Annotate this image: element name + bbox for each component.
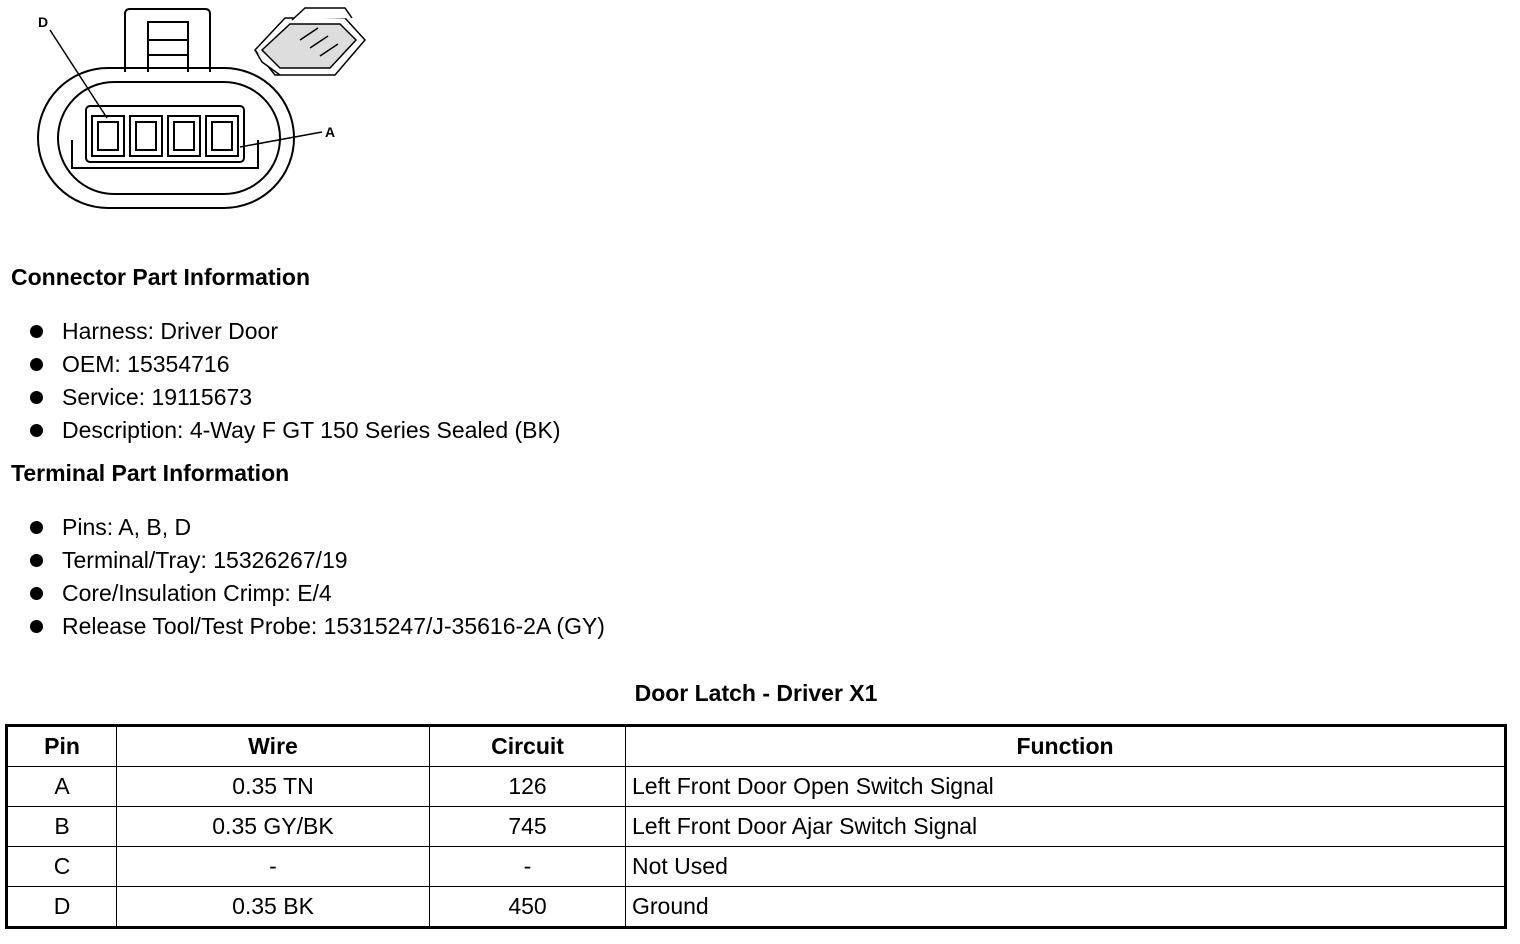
table-title: Door Latch - Driver X1 [634, 680, 878, 706]
cell-pin: B [7, 807, 117, 847]
bullet-icon [30, 325, 43, 338]
bullet-icon [30, 587, 43, 600]
list-item: Harness: Driver Door [28, 315, 561, 348]
bullet-icon [30, 358, 43, 371]
cell-pin: A [7, 767, 117, 807]
list-item: Pins: A, B, D [28, 511, 605, 544]
header-wire: Wire [117, 726, 430, 767]
header-circuit: Circuit [430, 726, 626, 767]
bullet-icon [30, 521, 43, 534]
cell-circuit: 450 [430, 887, 626, 928]
cell-wire: 0.35 BK [117, 887, 430, 928]
connector-body-outer [38, 68, 294, 208]
list-item: Core/Insulation Crimp: E/4 [28, 577, 605, 610]
header-pin: Pin [7, 726, 117, 767]
table-header-row [7, 726, 1506, 767]
cell-function: Left Front Door Open Switch Signal [626, 767, 1506, 807]
bullet-icon [30, 424, 43, 437]
cell-circuit: 745 [430, 807, 626, 847]
cell-wire: 0.35 GY/BK [117, 807, 430, 847]
list-item: Description: 4-Way F GT 150 Series Sealed (BK) [28, 414, 561, 447]
cell-circuit: 126 [430, 767, 626, 807]
cell-function: Not Used [626, 847, 1506, 887]
pinout-table [5, 724, 1507, 929]
connector-diagram [0, 0, 380, 230]
pin-d-label: D [38, 14, 49, 30]
pin-cavity-frame [86, 106, 244, 162]
list-item: Service: 19115673 [28, 381, 561, 414]
cell-wire: - [117, 847, 430, 887]
pin-cavities [92, 116, 238, 156]
table-row [7, 807, 1506, 847]
cell-pin: C [7, 847, 117, 887]
connector-info-list [28, 315, 561, 447]
table-row [7, 767, 1506, 807]
list-item: Release Tool/Test Probe: 15315247/J-35616-2A (GY) [28, 610, 605, 643]
cell-function: Ground [626, 887, 1506, 928]
list-item: Terminal/Tray: 15326267/19 [28, 544, 605, 577]
list-item: OEM: 15354716 [28, 348, 561, 381]
cell-circuit: - [430, 847, 626, 887]
header-function: Function [626, 726, 1506, 767]
terminal-info-heading: Terminal Part Information [11, 460, 290, 486]
table-row [7, 887, 1506, 928]
bullet-icon [30, 620, 43, 633]
bullet-icon [30, 554, 43, 567]
pin-a-label: A [325, 124, 336, 140]
cell-wire: 0.35 TN [117, 767, 430, 807]
table-row [7, 847, 1506, 887]
cell-function: Left Front Door Ajar Switch Signal [626, 807, 1506, 847]
connector-thumbnail-icon [255, 8, 365, 75]
bullet-icon [30, 391, 43, 404]
cell-pin: D [7, 887, 117, 928]
terminal-info-list [28, 511, 605, 643]
connector-info-heading: Connector Part Information [11, 264, 311, 290]
